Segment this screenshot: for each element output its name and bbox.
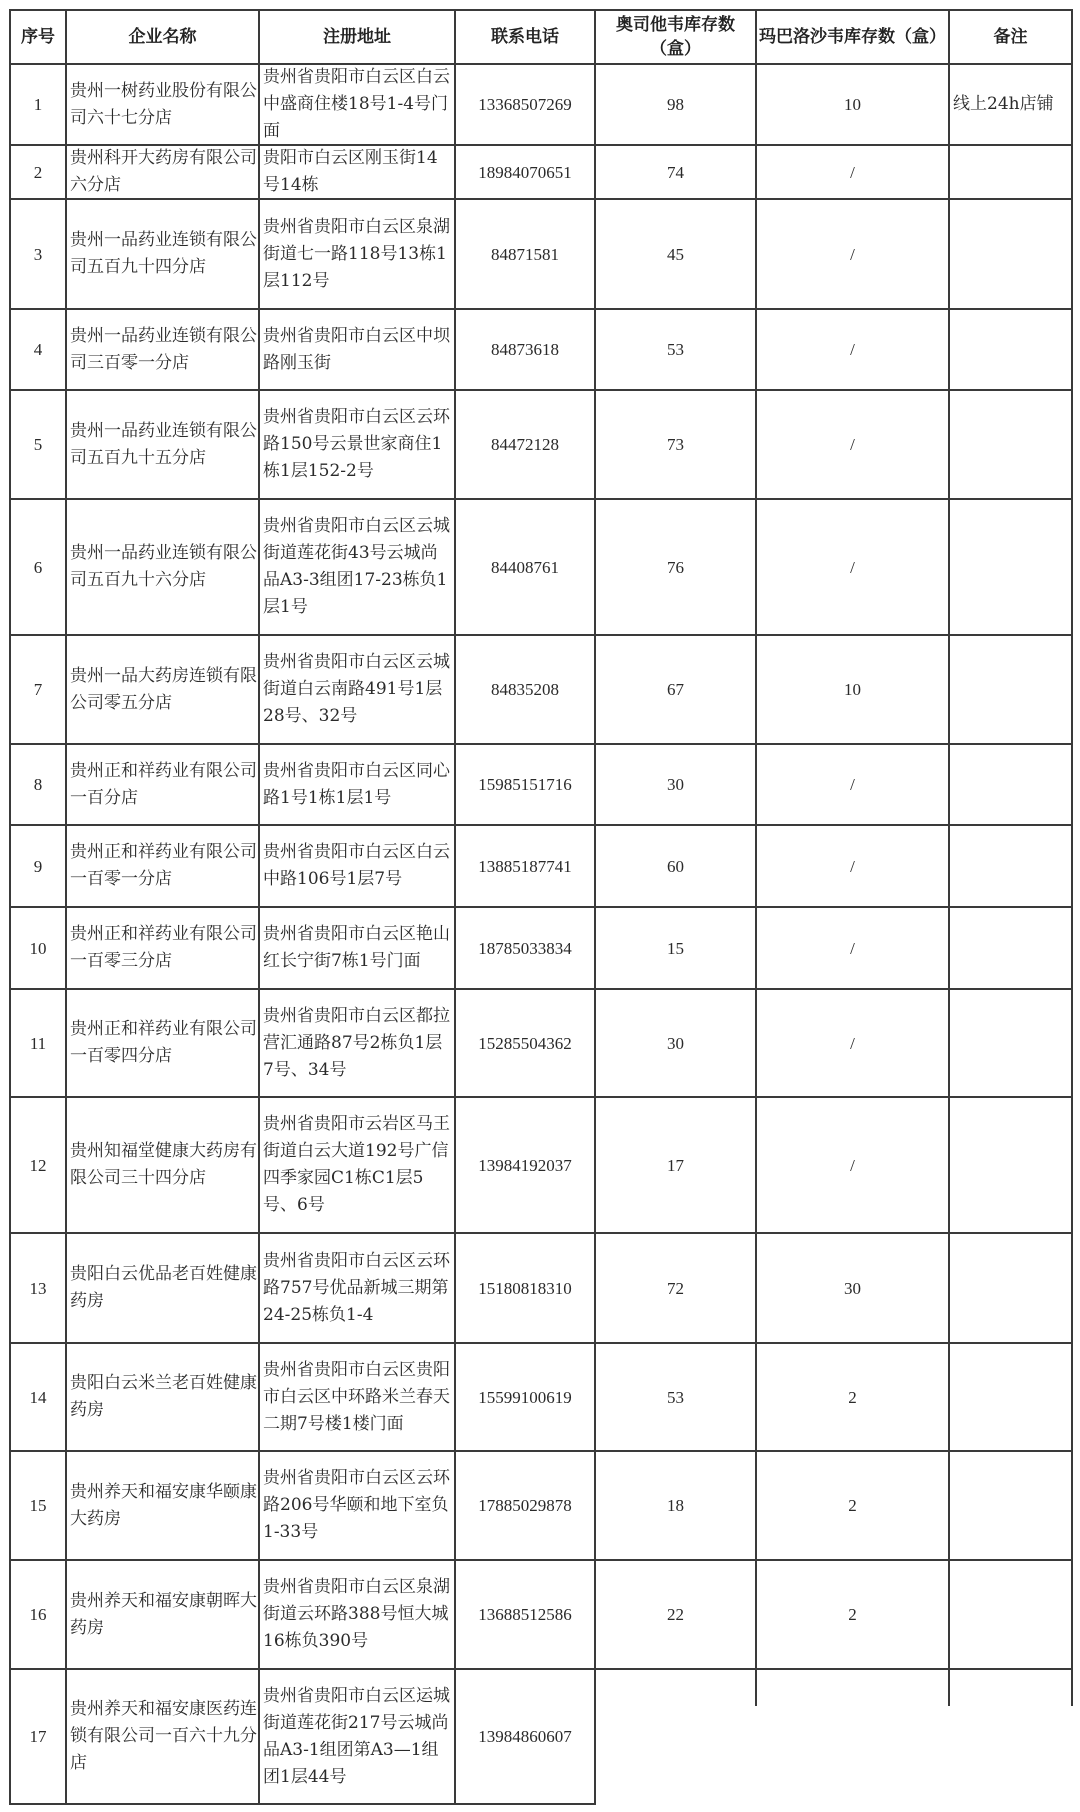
header-no (11, 11, 65, 63)
cell-oseltamivir (596, 990, 755, 1096)
cell-no (11, 391, 65, 498)
cell-address (260, 146, 454, 198)
cell-address-text: 贵州省贵阳市白云区云城街道莲花街43号云城尚品A3-3组团17-23栋负1层1号 (263, 516, 450, 617)
cell-no (11, 1098, 65, 1232)
header-address (260, 11, 454, 63)
cell-remark (950, 310, 1071, 389)
grid-line-vertical (755, 9, 757, 1706)
cell-baloxavir-text: / (850, 938, 855, 958)
cell-remark (950, 1234, 1071, 1342)
grid-line-horizontal (9, 198, 1073, 200)
cell-name-text: 贵阳白云优品老百姓健康药房 (70, 1264, 257, 1311)
cell-no-text: 13 (29, 1278, 47, 1298)
cell-phone (456, 391, 594, 498)
cell-name (67, 65, 258, 144)
cell-phone (456, 908, 594, 988)
cell-remark (950, 391, 1071, 498)
cell-phone (456, 826, 594, 906)
cell-phone-text: 15285504362 (478, 1033, 572, 1053)
cell-no (11, 65, 65, 144)
grid-line-vertical (948, 9, 950, 1706)
cell-address (260, 908, 454, 988)
cell-baloxavir (757, 1234, 948, 1342)
cell-oseltamivir-text: 45 (667, 244, 684, 264)
cell-oseltamivir-text: 30 (667, 1033, 684, 1053)
header-baloxavir-text: 玛巴洛沙韦库存数（盒） (759, 27, 946, 47)
cell-name (67, 310, 258, 389)
cell-name (67, 1452, 258, 1559)
cell-oseltamivir (596, 1561, 755, 1668)
cell-address (260, 310, 454, 389)
cell-name (67, 636, 258, 743)
cell-phone (456, 200, 594, 308)
cell-no (11, 1561, 65, 1668)
cell-phone-text: 15180818310 (478, 1278, 572, 1298)
cell-oseltamivir (596, 745, 755, 824)
cell-no (11, 1234, 65, 1342)
table-bottom-border (9, 1803, 596, 1805)
cell-phone (456, 745, 594, 824)
cell-address-text: 贵州省贵阳市白云区中坝路刚玉街 (263, 325, 450, 373)
grid-line-horizontal (9, 906, 1073, 908)
cell-remark (950, 1670, 1071, 1803)
cell-name (67, 1234, 258, 1342)
grid-line-horizontal (9, 743, 1073, 745)
cell-remark (950, 200, 1071, 308)
cell-phone (456, 1452, 594, 1559)
cell-name-text: 贵州养天和福安康华颐康大药房 (70, 1481, 257, 1529)
cell-address (260, 990, 454, 1096)
grid-line-vertical (65, 9, 67, 1805)
cell-phone-text: 18785033834 (478, 938, 572, 958)
grid-line-horizontal (9, 824, 1073, 826)
cell-address-text: 贵州省贵阳市白云区云城街道白云南路491号1层28号、32号 (263, 652, 450, 726)
cell-address (260, 1561, 454, 1668)
cell-oseltamivir-text: 53 (667, 1387, 684, 1407)
cell-baloxavir-text: 2 (848, 1496, 857, 1515)
header-baloxavir (757, 11, 948, 63)
header-name (67, 11, 258, 63)
cell-baloxavir-text: / (850, 775, 855, 794)
cell-baloxavir (757, 310, 948, 389)
header-remark (950, 11, 1071, 63)
cell-oseltamivir (596, 310, 755, 389)
cell-baloxavir-text: 2 (848, 1387, 857, 1407)
header-name-text: 企业名称 (128, 27, 197, 47)
cell-remark (950, 908, 1071, 988)
grid-line-horizontal (9, 9, 1073, 11)
cell-remark (950, 990, 1071, 1096)
cell-remark (950, 1561, 1071, 1668)
cell-oseltamivir-text: 67 (667, 680, 684, 699)
cell-phone-text: 13368507269 (478, 95, 572, 114)
cell-address (260, 745, 454, 824)
cell-phone-text: 13984192037 (478, 1155, 572, 1175)
cell-no-text: 10 (29, 938, 47, 958)
cell-name (67, 200, 258, 308)
cell-address-text: 贵州省贵阳市白云区泉湖街道七一路118号13栋1层112号 (263, 216, 450, 291)
cell-baloxavir-text: / (850, 162, 855, 182)
cell-address (260, 500, 454, 634)
cell-baloxavir (757, 1670, 948, 1803)
cell-phone-text: 13688512586 (478, 1605, 572, 1624)
cell-name-text: 贵阳白云米兰老百姓健康药房 (70, 1373, 257, 1420)
cell-baloxavir (757, 500, 948, 634)
cell-baloxavir (757, 990, 948, 1096)
cell-oseltamivir (596, 1452, 755, 1559)
cell-oseltamivir (596, 391, 755, 498)
grid-line-horizontal (9, 988, 1073, 990)
cell-oseltamivir-text: 18 (667, 1496, 684, 1515)
cell-phone-text: 84835208 (491, 680, 559, 699)
grid-line-horizontal (9, 63, 1073, 65)
cell-name (67, 908, 258, 988)
cell-name-text: 贵州知福堂健康大药房有限公司三十四分店 (70, 1141, 257, 1188)
cell-phone-text: 84472128 (491, 435, 559, 454)
cell-phone-text: 15985151716 (478, 775, 572, 794)
cell-name-text: 贵州一树药业股份有限公司六十七分店 (70, 80, 257, 128)
cell-name-text: 贵州一品药业连锁有限公司五百九十六分店 (70, 543, 257, 590)
cell-baloxavir (757, 908, 948, 988)
grid-line-horizontal (9, 634, 1073, 636)
cell-phone-text: 84408761 (491, 557, 559, 577)
cell-address-text: 贵州省贵阳市白云区白云中盛商住楼18号1-4号门面 (263, 67, 450, 141)
cell-baloxavir (757, 146, 948, 198)
cell-address-text: 贵州省贵阳市白云区贵阳市白云区中环路米兰春天二期7号楼1楼门面 (263, 1359, 450, 1434)
cell-baloxavir-text: 10 (844, 95, 861, 114)
cell-baloxavir (757, 1098, 948, 1232)
cell-baloxavir (757, 391, 948, 498)
cell-name-text: 贵州科开大药房有限公司六分店 (70, 148, 257, 195)
cell-remark (950, 1098, 1071, 1232)
cell-phone (456, 1561, 594, 1668)
cell-phone (456, 1234, 594, 1342)
grid-line-vertical (258, 9, 260, 1805)
grid-line-horizontal (9, 308, 1073, 310)
cell-baloxavir-text: / (850, 244, 855, 264)
cell-phone (456, 990, 594, 1096)
cell-name-text: 贵州正和祥药业有限公司一百零三分店 (70, 924, 257, 971)
grid-line-vertical (454, 9, 456, 1805)
cell-name (67, 1561, 258, 1668)
cell-remark (950, 65, 1071, 144)
cell-no (11, 310, 65, 389)
cell-oseltamivir (596, 200, 755, 308)
cell-phone-text: 13984860607 (478, 1727, 572, 1746)
header-oseltamivir (596, 11, 755, 63)
cell-name (67, 391, 258, 498)
cell-phone (456, 1670, 594, 1803)
cell-baloxavir-text: / (850, 340, 855, 359)
cell-baloxavir (757, 826, 948, 906)
grid-line-horizontal (9, 1232, 1073, 1234)
cell-address (260, 826, 454, 906)
cell-oseltamivir (596, 826, 755, 906)
cell-phone-text: 15599100619 (478, 1387, 572, 1407)
cell-phone-text: 18984070651 (478, 162, 572, 182)
header-oseltamivir-text: 奥司他韦库存数（盒） (616, 15, 735, 59)
cell-oseltamivir-text: 17 (667, 1155, 684, 1175)
cell-no-text: 1 (33, 95, 43, 114)
cell-name-text: 贵州正和祥药业有限公司一百零四分店 (70, 1019, 257, 1066)
cell-baloxavir (757, 745, 948, 824)
cell-no (11, 1344, 65, 1450)
cell-remark (950, 1452, 1071, 1559)
cell-baloxavir-text: / (850, 557, 855, 577)
cell-baloxavir-text: / (850, 1155, 855, 1175)
cell-oseltamivir (596, 1098, 755, 1232)
cell-name-text: 贵州正和祥药业有限公司一百分店 (70, 760, 257, 808)
cell-baloxavir (757, 1561, 948, 1668)
cell-oseltamivir (596, 1234, 755, 1342)
cell-name (67, 745, 258, 824)
cell-remark-text: 线上24h店铺 (953, 94, 1054, 114)
header-remark-text: 备注 (993, 27, 1028, 47)
grid-line-horizontal (9, 498, 1073, 500)
cell-baloxavir-text: 30 (844, 1278, 861, 1298)
cell-no-text: 15 (29, 1496, 47, 1515)
cell-oseltamivir (596, 636, 755, 743)
header-phone-text: 联系电话 (491, 27, 559, 47)
cell-oseltamivir-text: 74 (667, 162, 684, 182)
cell-oseltamivir (596, 908, 755, 988)
cell-phone-text: 84873618 (491, 340, 559, 359)
cell-address (260, 65, 454, 144)
cell-phone-text: 13885187741 (478, 856, 572, 876)
grid-line-horizontal (9, 144, 1073, 146)
cell-phone-text: 17885029878 (478, 1496, 572, 1515)
grid-line-horizontal (9, 1450, 1073, 1452)
cell-oseltamivir (596, 1344, 755, 1450)
cell-no-text: 8 (33, 775, 43, 794)
cell-oseltamivir-text: 76 (667, 557, 684, 577)
cell-name-text: 贵州养天和福安康朝晖大药房 (70, 1590, 257, 1638)
cell-address (260, 200, 454, 308)
cell-no (11, 990, 65, 1096)
cell-remark (950, 745, 1071, 824)
cell-no (11, 200, 65, 308)
cell-oseltamivir-text: 98 (667, 95, 684, 114)
cell-no-text: 12 (29, 1155, 47, 1175)
cell-no (11, 146, 65, 198)
cell-no-text: 5 (33, 435, 43, 454)
cell-phone (456, 310, 594, 389)
cell-oseltamivir (596, 146, 755, 198)
cell-name (67, 1344, 258, 1450)
cell-name (67, 500, 258, 634)
cell-phone (456, 146, 594, 198)
cell-name (67, 826, 258, 906)
cell-address-text: 贵州省贵阳市白云区泉湖街道云环路388号恒大城16栋负390号 (263, 1577, 450, 1651)
cell-address-text: 贵州省贵阳市白云区都拉营汇通路87号2栋负1层7号、34号 (263, 1005, 450, 1080)
cell-no-text: 16 (29, 1605, 47, 1624)
cell-no (11, 1670, 65, 1803)
cell-no (11, 908, 65, 988)
cell-name-text: 贵州正和祥药业有限公司一百零一分店 (70, 842, 257, 889)
cell-address (260, 1344, 454, 1450)
cell-oseltamivir-text: 72 (667, 1278, 684, 1298)
grid-line-vertical (9, 9, 11, 1805)
grid-line-horizontal (9, 389, 1073, 391)
cell-no (11, 745, 65, 824)
cell-oseltamivir-text: 60 (667, 856, 684, 876)
cell-phone (456, 65, 594, 144)
cell-baloxavir-text: / (850, 856, 855, 876)
cell-no-text: 4 (33, 340, 43, 359)
cell-address-text: 贵州省贵阳市白云区艳山红长宁街7栋1号门面 (263, 924, 450, 971)
cell-baloxavir-text: / (850, 435, 855, 454)
cell-oseltamivir (596, 500, 755, 634)
cell-oseltamivir-text: 30 (667, 775, 684, 794)
cell-address-text: 贵州省贵阳市云岩区马王街道白云大道192号广信四季家园C1栋C1层5号、6号 (263, 1114, 450, 1215)
cell-baloxavir-text: / (850, 1033, 855, 1053)
cell-name (67, 1098, 258, 1232)
cell-no (11, 1452, 65, 1559)
cell-no (11, 636, 65, 743)
cell-no-text: 2 (33, 162, 43, 182)
cell-address-text: 贵州省贵阳市白云区同心路1号1栋1层1号 (263, 760, 450, 808)
cell-no-text: 7 (33, 680, 43, 699)
cell-no-text: 14 (29, 1387, 47, 1407)
cell-remark (950, 636, 1071, 743)
header-phone (456, 11, 594, 63)
cell-oseltamivir-text: 53 (667, 340, 684, 359)
grid-line-horizontal (9, 1342, 1073, 1344)
cell-oseltamivir-text: 15 (667, 938, 684, 958)
cell-address (260, 1670, 454, 1803)
cell-name-text: 贵州养天和福安康医药连锁有限公司一百六十九分店 (70, 1699, 257, 1773)
cell-phone-text: 84871581 (491, 244, 559, 264)
cell-phone (456, 500, 594, 634)
grid-line-vertical (1071, 9, 1073, 1706)
cell-baloxavir (757, 636, 948, 743)
header-address-text: 注册地址 (323, 27, 391, 47)
cell-baloxavir (757, 1452, 948, 1559)
cell-address-text: 贵州省贵阳市白云区云环路150号云景世家商住1栋1层152-2号 (263, 407, 450, 481)
cell-address (260, 1098, 454, 1232)
cell-name-text: 贵州一品大药房连锁有限公司零五分店 (70, 665, 257, 713)
grid-line-horizontal (9, 1668, 1073, 1670)
cell-no (11, 826, 65, 906)
cell-baloxavir (757, 200, 948, 308)
cell-name-text: 贵州一品药业连锁有限公司五百九十五分店 (70, 420, 257, 468)
cell-oseltamivir (596, 65, 755, 144)
cell-address-text: 贵州省贵阳市白云区云环路206号华颐和地下室负1-33号 (263, 1468, 450, 1542)
cell-baloxavir (757, 65, 948, 144)
cell-address-text: 贵州省贵阳市白云区运城街道莲花街217号云城尚品A3-1组团第A3—1组团1层44号 (263, 1685, 450, 1787)
cell-baloxavir (757, 1344, 948, 1450)
cell-no (11, 500, 65, 634)
cell-oseltamivir-text: 22 (667, 1605, 684, 1624)
cell-address-text: 贵阳市白云区刚玉街14号14栋 (263, 148, 438, 195)
cell-baloxavir-text: 10 (844, 680, 861, 699)
cell-remark (950, 500, 1071, 634)
cell-no-text: 6 (33, 557, 43, 577)
cell-no-text: 9 (33, 856, 43, 876)
cell-remark (950, 826, 1071, 906)
cell-name (67, 1670, 258, 1803)
header-no-text: 序号 (21, 27, 55, 47)
cell-address (260, 636, 454, 743)
cell-remark (950, 146, 1071, 198)
grid-line-horizontal (9, 1559, 1073, 1561)
cell-name-text: 贵州一品药业连锁有限公司五百九十四分店 (70, 230, 257, 277)
grid-line-vertical (594, 9, 596, 1805)
cell-address (260, 1234, 454, 1342)
cell-address-text: 贵州省贵阳市白云区白云中路106号1层7号 (263, 842, 450, 889)
cell-name-text: 贵州一品药业连锁有限公司三百零一分店 (70, 325, 257, 373)
cell-phone (456, 1344, 594, 1450)
cell-name (67, 146, 258, 198)
cell-address (260, 391, 454, 498)
cell-phone (456, 1098, 594, 1232)
grid-line-horizontal (9, 1096, 1073, 1098)
cell-address (260, 1452, 454, 1559)
cell-address-text: 贵州省贵阳市白云区云环路757号优品新城三期第24-25栋负1-4 (263, 1250, 450, 1325)
cell-phone (456, 636, 594, 743)
cell-oseltamivir (596, 1670, 755, 1803)
cell-oseltamivir-text: 73 (667, 435, 684, 454)
cell-no-text: 11 (29, 1033, 47, 1053)
cell-name (67, 990, 258, 1096)
cell-no-text: 3 (33, 244, 43, 264)
cell-no-text: 17 (29, 1727, 47, 1746)
cell-baloxavir-text: 2 (848, 1605, 857, 1624)
cell-remark (950, 1344, 1071, 1450)
